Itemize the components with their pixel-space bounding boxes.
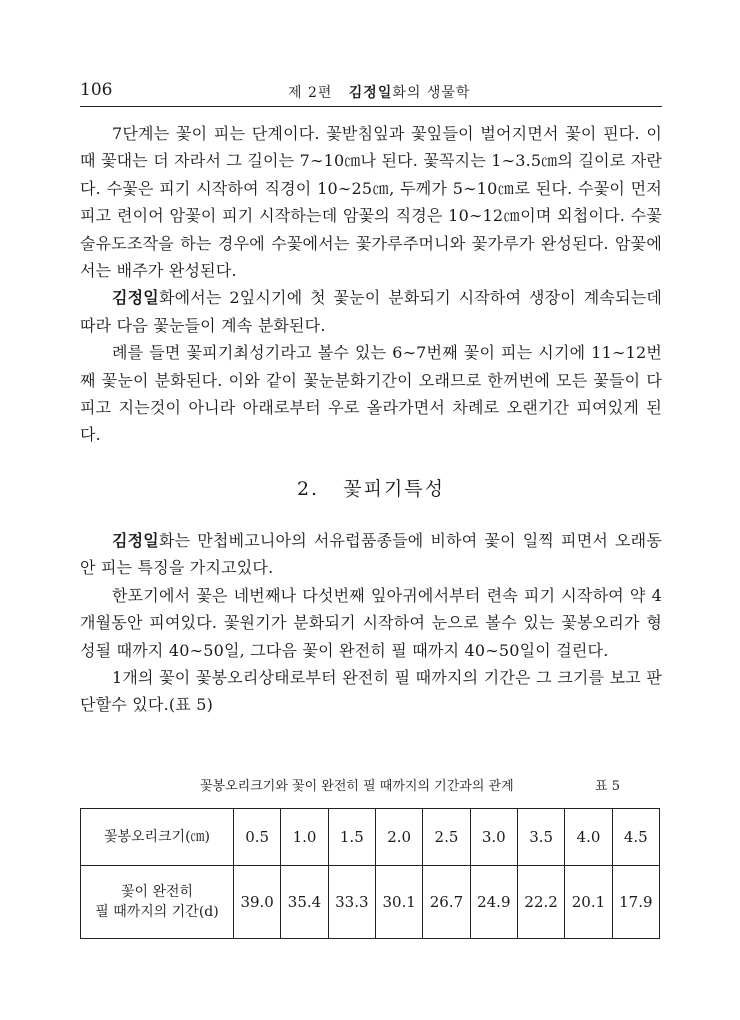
paragraph bbox=[80, 527, 662, 582]
size-cell: 0.5 bbox=[234, 809, 281, 866]
page-number: 106 bbox=[80, 80, 113, 100]
size-cell: 1.0 bbox=[281, 809, 328, 866]
days-cell: 22.2 bbox=[517, 866, 564, 939]
data-table bbox=[80, 808, 660, 939]
paragraph bbox=[80, 284, 662, 339]
section-title: 꽃피기특성 bbox=[343, 478, 446, 500]
days-cell: 39.0 bbox=[234, 866, 281, 939]
size-cell: 3.0 bbox=[470, 809, 517, 866]
running-title-name: 김정일 bbox=[348, 85, 393, 101]
table-number: 표 5 bbox=[595, 779, 620, 794]
section-heading bbox=[80, 474, 662, 501]
bold-name: 김정일 bbox=[112, 531, 159, 550]
days-cell: 17.9 bbox=[612, 866, 659, 939]
paragraph: 한포기에서 꽃은 네번째나 다섯번째 잎아귀에서부터 련속 피기 시작하여 약 4개월동안 피여있다. 꽃원기가 분화되기 시작하여 눈으로 볼수 있는 꽃봉오리가 형성될 때까지 40∼50일, 그다음 꽃이 완전히 필 때까지 40∼50일이 걸린다. bbox=[80, 585, 662, 660]
days-cell: 33.3 bbox=[328, 866, 375, 939]
days-cell: 24.9 bbox=[470, 866, 517, 939]
paragraph: 1개의 꽃이 꽃봉오리상태로부터 완전히 필 때까지의 기간은 그 크기를 보고 판단할수 있다.(표 5) bbox=[80, 668, 662, 715]
paragraph-text: 화에서는 2잎시기에 첫 꽃눈이 분화되기 시작하여 생장이 계속되는데 따라 다음 꽃눈들이 계속 분화된다. bbox=[80, 288, 662, 335]
running-title bbox=[288, 82, 470, 102]
size-cell: 2.5 bbox=[423, 809, 470, 866]
section-number: 2. bbox=[296, 478, 320, 500]
size-cell: 2.0 bbox=[375, 809, 422, 866]
table-row bbox=[81, 866, 660, 939]
body-text-bottom bbox=[80, 527, 662, 719]
running-title-subtitle: 화의 생물학 bbox=[392, 85, 471, 101]
days-cell: 26.7 bbox=[423, 866, 470, 939]
days-cell: 20.1 bbox=[565, 866, 612, 939]
size-cell: 1.5 bbox=[328, 809, 375, 866]
table-row bbox=[81, 809, 660, 866]
size-cell: 4.5 bbox=[612, 809, 659, 866]
table-caption bbox=[200, 775, 660, 794]
header-rule bbox=[80, 106, 662, 107]
row-label-days-line1: 꽃이 완전히 bbox=[120, 884, 194, 900]
page-header bbox=[80, 80, 660, 104]
part-label: 제 2편 bbox=[288, 85, 333, 101]
row-label-size: 꽃봉오리크기(㎝) bbox=[81, 809, 234, 866]
paragraph-text: 화는 만첩베고니아의 서유럽품종들에 비하여 꽃이 일찍 피면서 오래동안 피는 특징을 가지고있다. bbox=[80, 531, 662, 578]
paragraph: 례를 들면 꽃피기최성기라고 볼수 있는 6∼7번째 꽃이 피는 시기에 11∼12번째 꽃눈이 분화된다. 이와 같이 꽃눈분화기간이 오래므로 한꺼번에 모든 꽃들이 다 피고 지는것이 아니라 아래로부터 우로 올라가면서 차례로 오랜기간 피여있게 된다. bbox=[80, 343, 662, 445]
row-label-days-line2: 필 때까지의 기간(d) bbox=[95, 904, 219, 920]
days-cell: 30.1 bbox=[375, 866, 422, 939]
size-cell: 3.5 bbox=[517, 809, 564, 866]
paragraph: 7단계는 꽃이 피는 단계이다. 꽃받침잎과 꽃잎들이 벌어지면서 꽃이 핀다. 이때 꽃대는 더 자라서 그 길이는 7∼10㎝나 된다. 꽃꼭지는 1∼3.5㎝의 길이로 자란다. 수꽃은 피기 시작하여 직경이 10∼25㎝, 두께가 5∼10㎝로 된다. 수꽃이 먼저 피고 련이어 암꽃이 피기 시작하는데 암꽃의 직경은 10∼12㎝이며 외첩이다. 수꽃술유도조작을 하는 경우에 수꽃에서는 꽃가루주머니와 꽃가루가 완성된다. 암꽃에서는 배주가 완성된다. bbox=[80, 124, 663, 281]
body-text-top bbox=[80, 120, 662, 449]
table-caption-text: 꽃봉오리크기와 꽃이 완전히 필 때까지의 기간과의 관계 bbox=[200, 779, 514, 794]
bold-name: 김정일 bbox=[112, 288, 159, 308]
days-cell: 35.4 bbox=[281, 866, 328, 939]
row-label-days bbox=[81, 866, 234, 939]
size-cell: 4.0 bbox=[565, 809, 612, 866]
